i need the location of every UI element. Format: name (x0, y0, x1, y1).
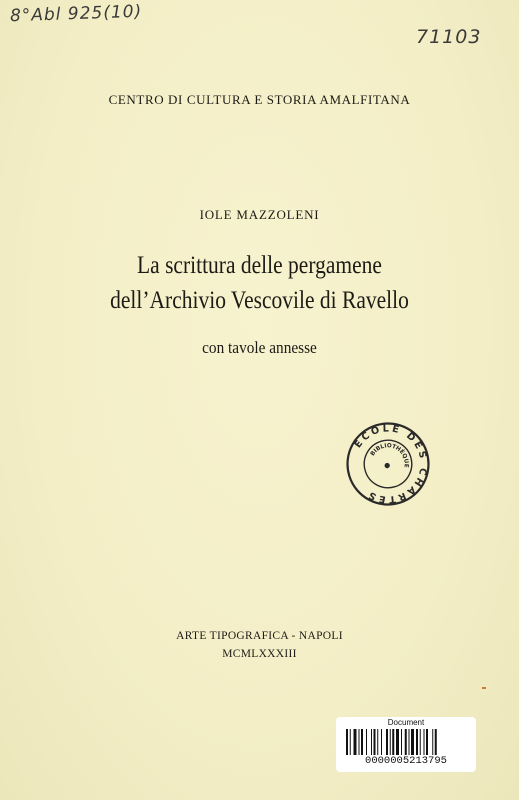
barcode-bars (346, 729, 466, 755)
paper-speck (482, 687, 486, 689)
title-line-2: dell’Archivio Vescovile di Ravello (110, 287, 409, 314)
publisher: ARTE TIPOGRAFICA - NAPOLI (176, 630, 343, 642)
subtitle: con tavole annesse (202, 338, 317, 357)
barcode-number: 0000005213795 (365, 755, 447, 767)
barcode-label (336, 717, 476, 772)
stamp-inner-text: BIBLIOTHÈQUE (369, 443, 409, 468)
library-stamp (328, 404, 447, 523)
stamp-outer-text: ÉCOLE DES CHARTES (352, 423, 429, 505)
barcode-caption: Document (387, 718, 425, 727)
author-name: IOLE MAZZOLENI (199, 207, 320, 222)
institute-heading: CENTRO DI CULTURA E STORIA AMALFITANA (108, 92, 411, 107)
title-line-1: La scrittura delle pergamene (137, 252, 382, 279)
publication-year: MCMLXXXIII (222, 648, 297, 660)
handwritten-shelfmark: 8°Abl 925(10) (9, 1, 143, 27)
handwritten-catalog-number: 71103 (416, 26, 482, 48)
